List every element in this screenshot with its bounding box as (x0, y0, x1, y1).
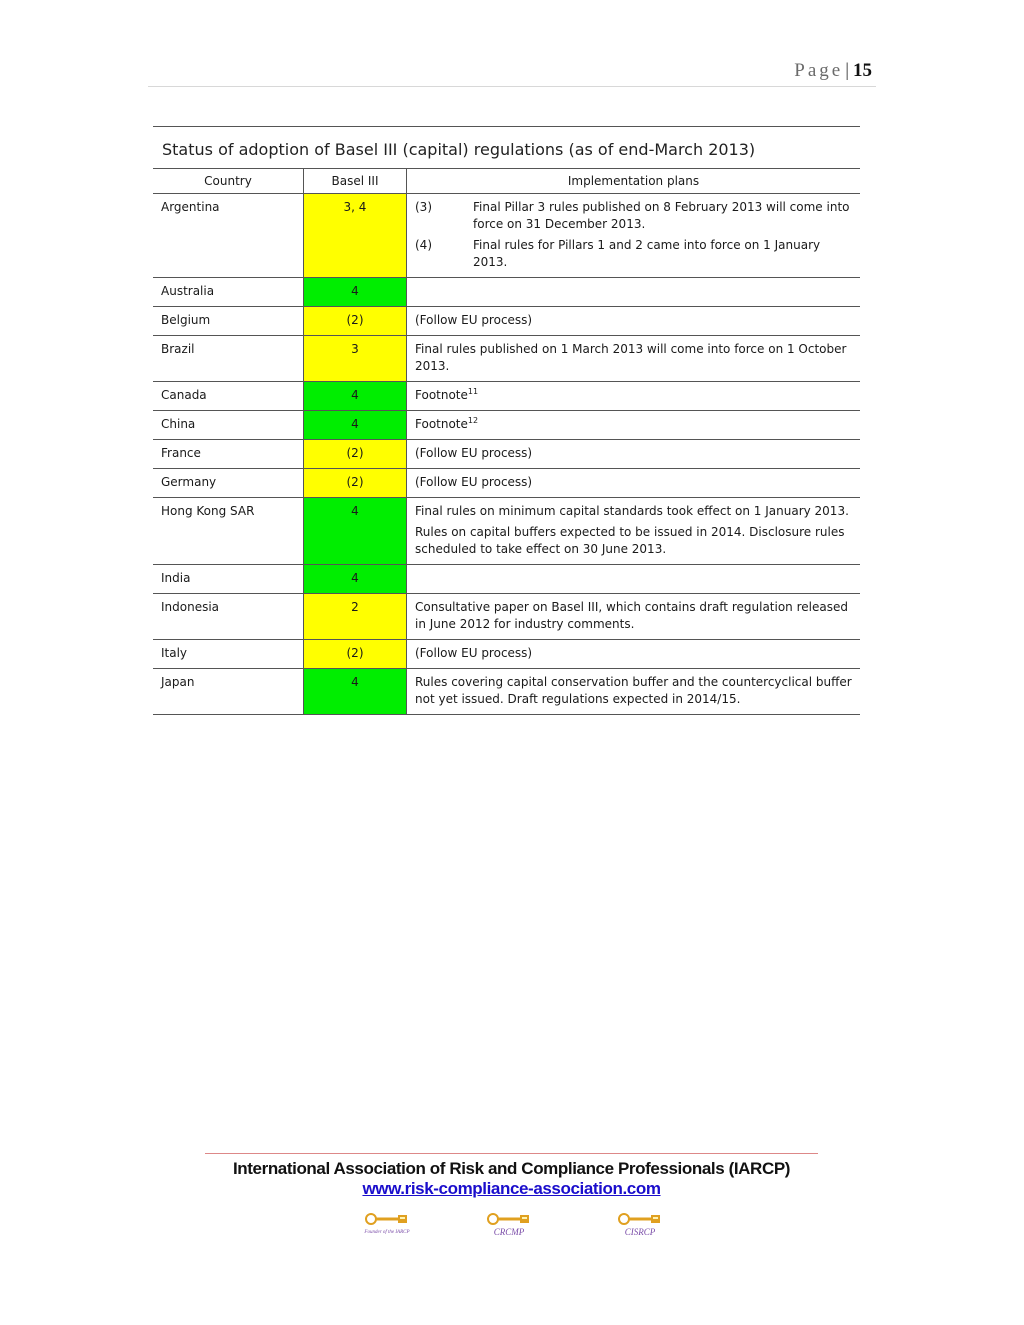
column-header-basel: Basel III (304, 169, 407, 194)
key-icon (364, 1212, 410, 1226)
implementation-plan-cell (407, 411, 861, 440)
plan-paragraph: Rules on capital buffers expected to be issued in 2014. Disclosure rules scheduled to take effect on 30 June 2013. (415, 525, 845, 556)
table-row (153, 278, 860, 307)
plan-code: (4) (415, 238, 432, 252)
basel-status-cell: 4 (304, 498, 407, 565)
country-cell: Italy (153, 640, 304, 669)
basel-status-table (153, 126, 860, 715)
table-header-row (153, 169, 860, 194)
page-number (794, 60, 872, 82)
badge-cisrcp (610, 1211, 670, 1239)
basel-status-cell: 2 (304, 594, 407, 640)
footer-badges (205, 1211, 818, 1241)
basel-status-cell: 3 (304, 336, 407, 382)
table-title: Status of adoption of Basel III (capital) regulations (as of end-March 2013) (153, 126, 860, 168)
country-cell: Argentina (153, 194, 304, 278)
table-row (153, 565, 860, 594)
basel-status-cell: (2) (304, 440, 407, 469)
implementation-plan-cell (407, 382, 861, 411)
implementation-plan-cell (407, 669, 861, 715)
basel-status-cell: 4 (304, 278, 407, 307)
country-cell: Canada (153, 382, 304, 411)
implementation-plan-cell (407, 469, 861, 498)
footer-divider (205, 1153, 818, 1154)
footer (205, 1153, 818, 1237)
basel-status-cell: (2) (304, 640, 407, 669)
basel-status-cell: 4 (304, 382, 407, 411)
country-cell: France (153, 440, 304, 469)
country-cell: Brazil (153, 336, 304, 382)
plan-text: (Follow EU process) (415, 313, 533, 327)
country-cell: Australia (153, 278, 304, 307)
implementation-plan-cell (407, 194, 861, 278)
table-row (153, 336, 860, 382)
page-separator: | (845, 60, 849, 81)
plan-text: Final Pillar 3 rules published on 8 February 2013 will come into force on 31 December 2013. (473, 200, 850, 231)
implementation-plan-cell (407, 498, 861, 565)
implementation-plan-cell (407, 278, 861, 307)
badge-caption: CISRCP (624, 1227, 656, 1237)
plan-text: Final rules for Pillars 1 and 2 came into force on 1 January 2013. (473, 238, 821, 269)
table-row (153, 440, 860, 469)
page-header (148, 58, 876, 87)
plan-text: Final rules published on 1 March 2013 will come into force on 1 October 2013. (415, 342, 847, 373)
plan-text: (Follow EU process) (415, 475, 533, 489)
implementation-plan-cell (407, 640, 861, 669)
implementation-plan-cell (407, 307, 861, 336)
basel-status-cell: 3, 4 (304, 194, 407, 278)
badge-caption: CRCMP (493, 1227, 525, 1237)
plan-text: Consultative paper on Basel III, which contains draft regulation released in June 2012 for industry comments. (415, 600, 848, 631)
table-body (153, 194, 860, 715)
plan-text: (Follow EU process) (415, 646, 533, 660)
table-row (153, 307, 860, 336)
badge-crcmp (479, 1211, 539, 1239)
implementation-plan-cell (407, 594, 861, 640)
plan-text: Footnote (415, 388, 468, 402)
footer-organization: International Association of Risk and Compliance Professionals (IARCP) (232, 1159, 791, 1178)
table-row (153, 411, 860, 440)
table-row (153, 469, 860, 498)
footer-website-link[interactable]: www.risk-compliance-association.com (362, 1179, 661, 1198)
key-icon (486, 1212, 532, 1226)
implementation-plan-cell (407, 440, 861, 469)
plan-item (415, 237, 852, 271)
table-row (153, 382, 860, 411)
footnote-ref[interactable]: 11 (467, 387, 479, 396)
basel-status-cell: (2) (304, 469, 407, 498)
plan-code: (3) (415, 200, 432, 214)
table-row (153, 669, 860, 715)
basel-status-cell: 4 (304, 565, 407, 594)
plan-item (415, 199, 852, 233)
footnote-ref[interactable]: 12 (467, 416, 479, 425)
badge-caption: Founder of the IARCP (364, 1230, 410, 1235)
country-cell: Indonesia (153, 594, 304, 640)
table-row (153, 498, 860, 565)
page-label: Page (794, 60, 844, 81)
country-cell: Japan (153, 669, 304, 715)
key-icon (617, 1212, 663, 1226)
basel-status-cell: (2) (304, 307, 407, 336)
basel-status-cell: 4 (304, 669, 407, 715)
badge-founder (357, 1211, 417, 1239)
plan-text: Footnote (415, 417, 468, 431)
table-row (153, 640, 860, 669)
implementation-plan-cell (407, 565, 861, 594)
country-cell: Hong Kong SAR (153, 498, 304, 565)
basel-status-cell: 4 (304, 411, 407, 440)
plan-text: (Follow EU process) (415, 446, 533, 460)
country-cell: Germany (153, 469, 304, 498)
table-row (153, 194, 860, 278)
plan-text: Rules covering capital conservation buffer and the countercyclical buffer not yet issued. Draft regulations expected in 2014/15. (415, 675, 852, 706)
implementation-plan-cell (407, 336, 861, 382)
country-cell: India (153, 565, 304, 594)
column-header-plans: Implementation plans (407, 169, 861, 194)
column-header-country: Country (153, 169, 304, 194)
plan-paragraph: Final rules on minimum capital standards took effect on 1 January 2013. (415, 504, 849, 518)
table-row (153, 594, 860, 640)
page-number-value: 15 (853, 60, 872, 81)
country-cell: China (153, 411, 304, 440)
country-cell: Belgium (153, 307, 304, 336)
